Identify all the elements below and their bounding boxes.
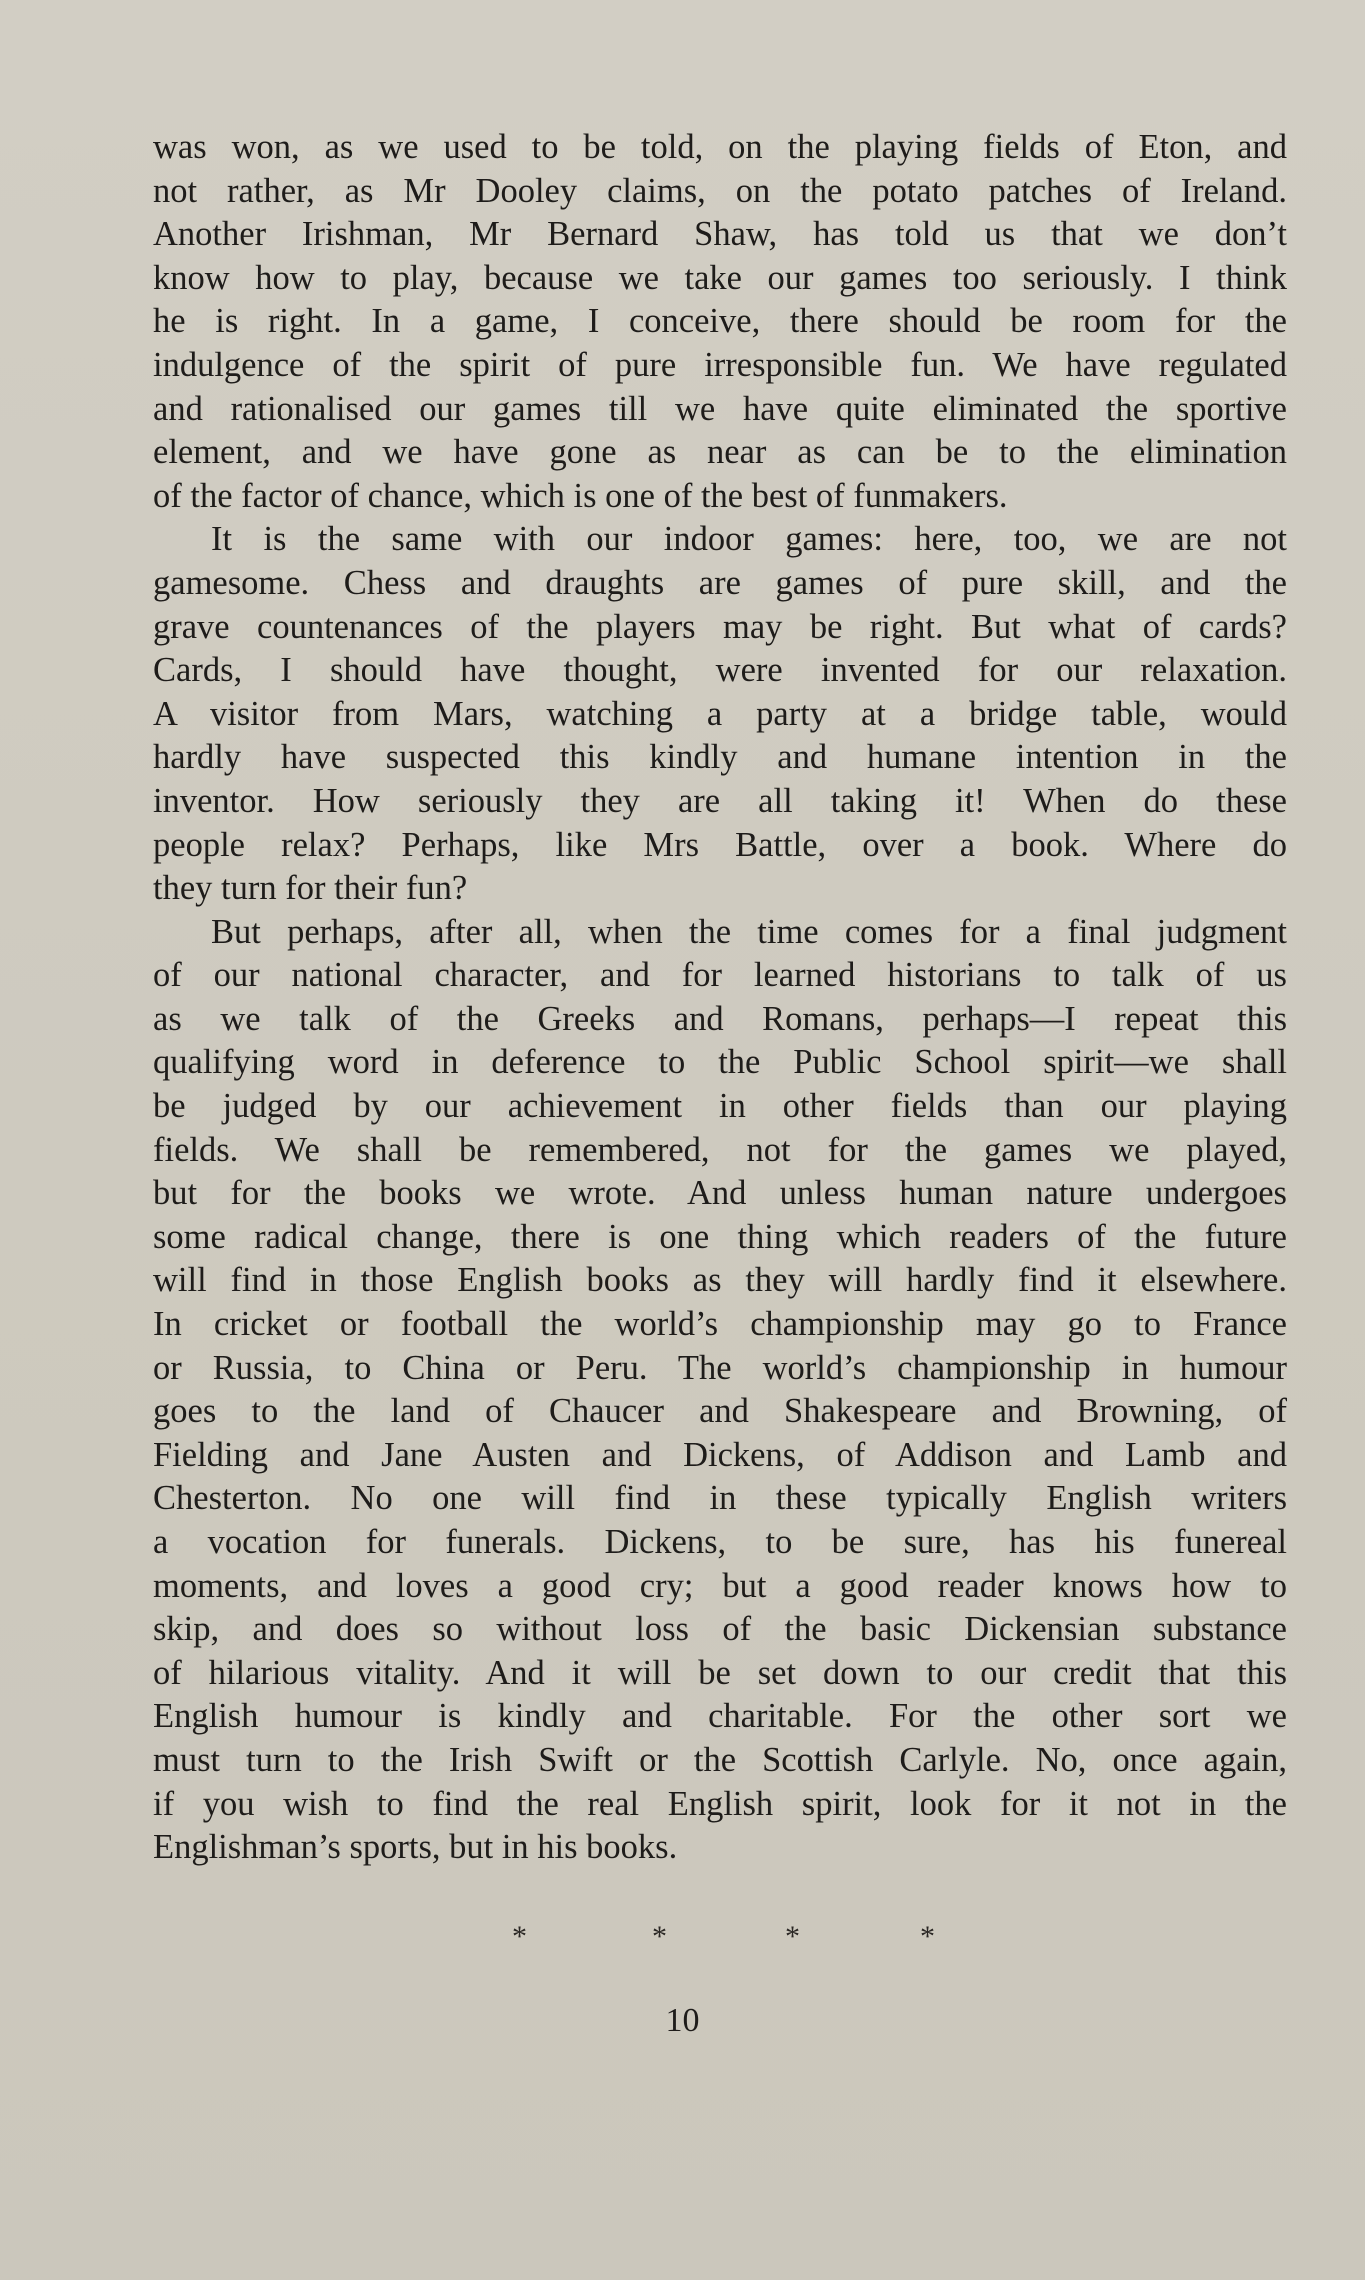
text-line: moments, and loves a good cry; but a good reader knows how to [153, 1566, 1287, 1605]
text-line: Another Irishman, Mr Bernard Shaw, has told us that we don’t [153, 215, 1287, 254]
separator-asterisk: * [512, 1920, 527, 1953]
text-line: people relax? Perhaps, like Mrs Battle, over a book. Where do [153, 825, 1287, 864]
text-line: was won, as we used to be told, on the playing fields of Eton, and [153, 128, 1287, 166]
paragraph [153, 911, 1287, 1870]
text-line: Cards, I should have thought, were invented for our relaxation. [153, 651, 1287, 690]
text-line: skip, and does so without loss of the basic Dickensian substance [153, 1610, 1287, 1649]
text-line: some radical change, there is one thing which readers of the future [153, 1217, 1287, 1256]
text-line: if you wish to find the real English spirit, look for it not in the [153, 1784, 1287, 1823]
text-line: Chesterton. No one will find in these typically English writers [153, 1479, 1287, 1518]
text-line: be judged by our achievement in other fields than our playing [153, 1087, 1287, 1126]
text-line: inventor. How seriously they are all taking it! When do these [153, 781, 1287, 820]
body-text [153, 126, 1287, 1870]
separator-asterisk: * [785, 1920, 800, 1953]
text-line: fields. We shall be remembered, not for the games we played, [153, 1130, 1287, 1169]
text-line: hardly have suspected this kindly and humane intention in the [153, 738, 1287, 777]
text-line: It is the same with our indoor games: here, too, we are not [211, 520, 1287, 559]
separator-asterisk: * [920, 1920, 935, 1953]
text-line: indulgence of the spirit of pure irresponsible fun. We have regulated [153, 345, 1287, 384]
text-line: of hilarious vitality. And it will be set down to our credit that this [153, 1653, 1287, 1692]
text-line: know how to play, because we take our games too seriously. I think [153, 258, 1287, 297]
text-line: he is right. In a game, I conceive, there should be room for the [153, 302, 1287, 341]
text-line: In cricket or football the world’s championship may go to France [153, 1305, 1287, 1344]
text-line: But perhaps, after all, when the time comes for a final judgment [211, 912, 1287, 951]
separator-asterisk: * [652, 1920, 667, 1953]
text-line: of the factor of chance, which is one of the best of funmakers. [153, 476, 1008, 515]
page-number: 10 [665, 2002, 700, 2039]
text-line: must turn to the Irish Swift or the Scottish Carlyle. No, once again, [153, 1740, 1287, 1779]
text-line: Englishman’s sports, but in his books. [153, 1828, 678, 1867]
text-line: gamesome. Chess and draughts are games of pure skill, and the [153, 563, 1287, 602]
text-line: will find in those English books as they will hardly find it elsewhere. [153, 1261, 1287, 1300]
text-line: they turn for their fun? [153, 869, 468, 908]
text-line: of our national character, and for learned historians to talk of us [153, 956, 1287, 995]
text-line: English humour is kindly and charitable. For the other sort we [153, 1697, 1287, 1736]
text-line: element, and we have gone as near as can be to the elimination [153, 433, 1287, 472]
section-separator [0, 1920, 1365, 1964]
text-line: but for the books we wrote. And unless human nature undergoes [153, 1174, 1287, 1213]
text-line: as we talk of the Greeks and Romans, perhaps—I repeat this [153, 999, 1287, 1038]
paragraph [153, 126, 1287, 518]
text-line: Fielding and Jane Austen and Dickens, of Addison and Lamb and [153, 1435, 1287, 1474]
text-line: A visitor from Mars, watching a party at a bridge table, would [153, 694, 1287, 733]
paragraph [153, 518, 1287, 910]
text-line: or Russia, to China or Peru. The world’s championship in humour [153, 1348, 1287, 1387]
text-line: and rationalised our games till we have quite eliminated the sportive [153, 389, 1287, 428]
text-line: a vocation for funerals. Dickens, to be sure, has his funereal [153, 1523, 1287, 1561]
text-line: grave countenances of the players may be right. But what of cards? [153, 607, 1287, 646]
text-line: qualifying word in deference to the Public School spirit—we shall [153, 1043, 1287, 1082]
text-line: not rather, as Mr Dooley claims, on the potato patches of Ireland. [153, 171, 1287, 210]
text-line: goes to the land of Chaucer and Shakespeare and Browning, of [153, 1392, 1287, 1431]
